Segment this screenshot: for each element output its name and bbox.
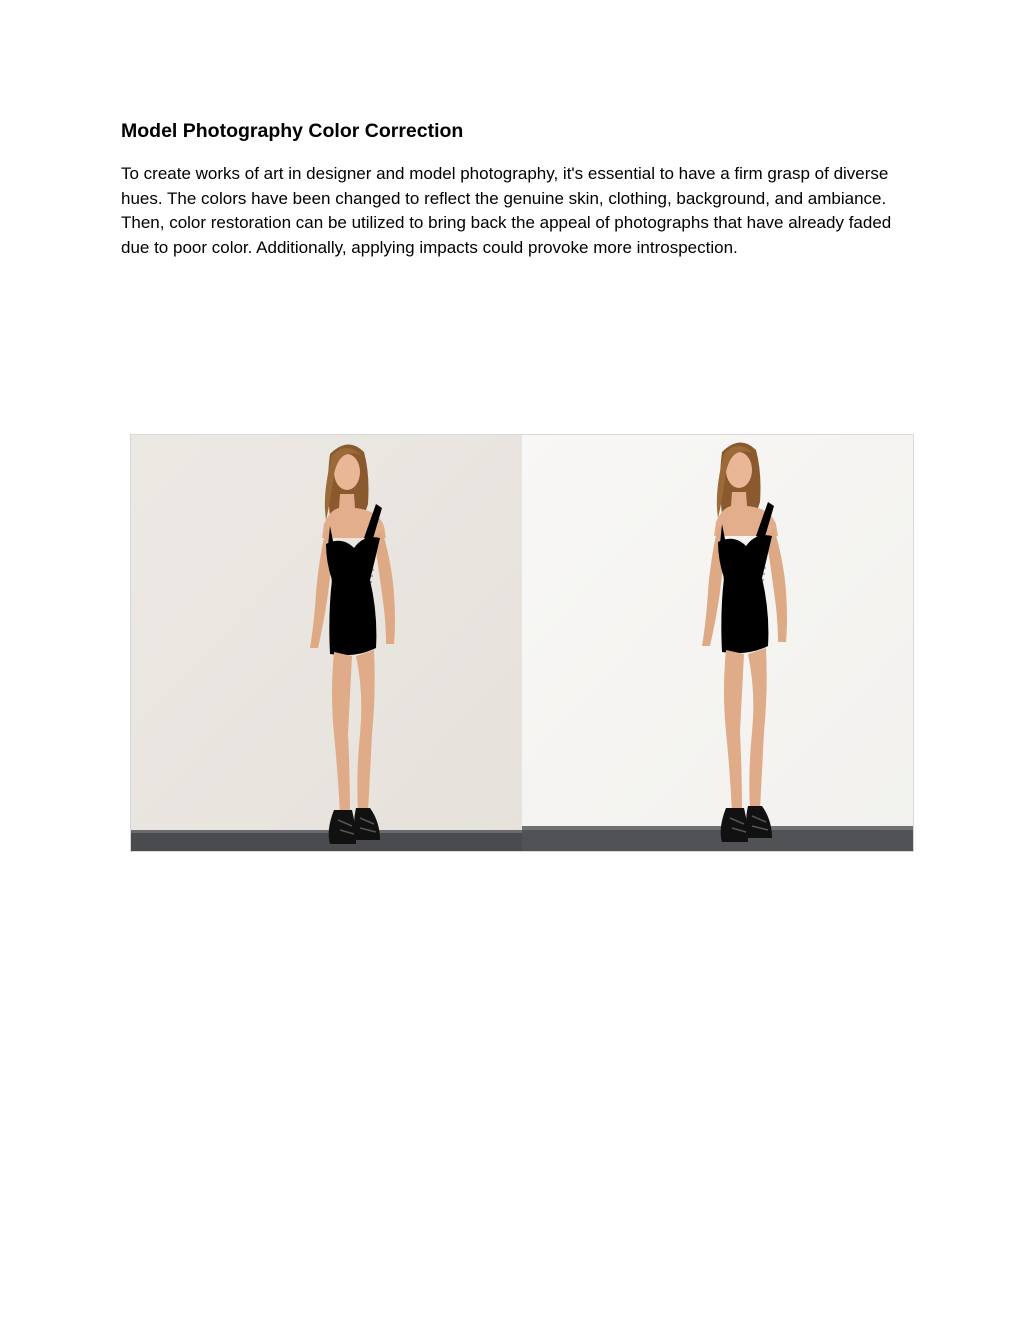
before-photo bbox=[130, 434, 522, 852]
body-paragraph: To create works of art in designer and model photography, it's essential to have a firm grasp of diverse hues. The colors have been changed to reflect the genuine skin, clothing, background, and ambiance. Then, color restoration can be utilized to bring back the appeal of photographs that have already faded due to poor color. Additionally, applying impacts could provoke more introspection. bbox=[121, 164, 892, 257]
before-after-figure bbox=[130, 434, 914, 852]
page-title: Model Photography Color Correction bbox=[121, 120, 464, 142]
after-photo bbox=[522, 434, 914, 852]
